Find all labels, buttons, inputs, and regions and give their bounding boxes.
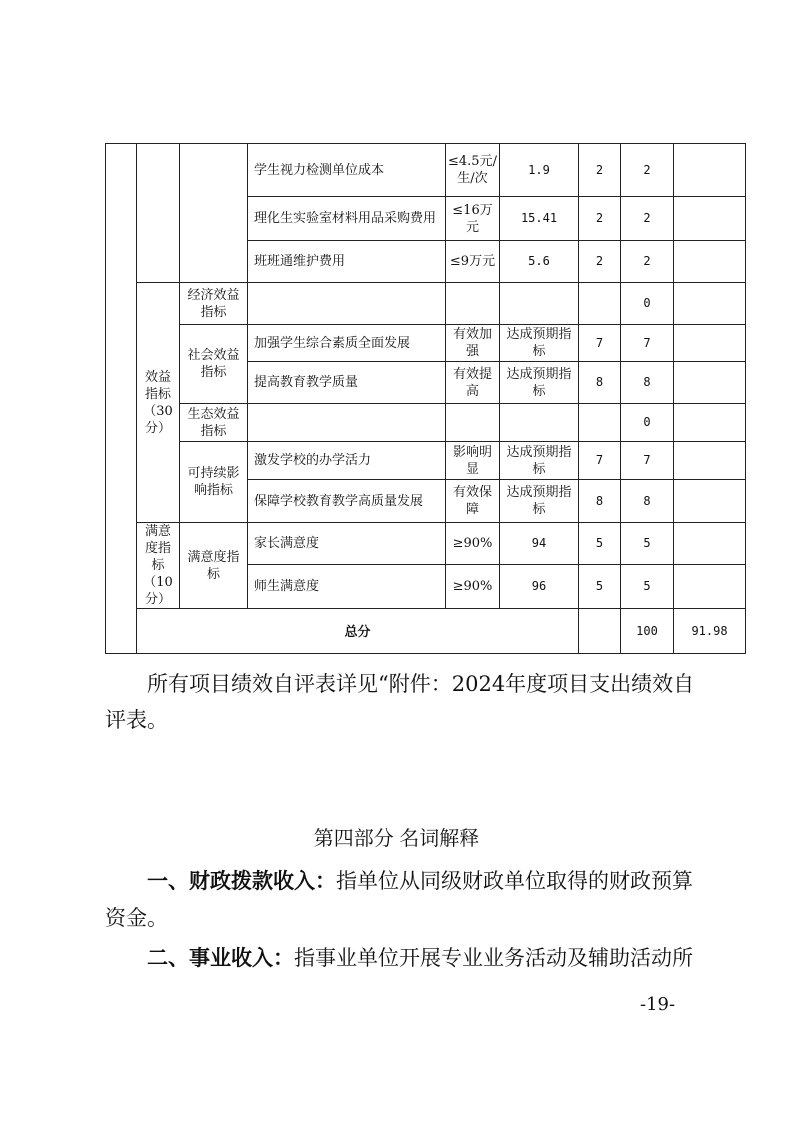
- table-row: 提高教育教学质量 有效提高 达成预期指标 8 8: [106, 362, 746, 404]
- page-number: -19-: [640, 994, 676, 1015]
- term-title: 一、财政拨款收入：: [147, 870, 336, 893]
- term-definition: 指单位从同级财政单位取得的财政预算资金。: [105, 869, 693, 930]
- performance-table: [105, 143, 746, 654]
- satisfaction-sub-label: 满意度指标: [180, 523, 248, 609]
- social-benefit-label: 社会效益指标: [180, 325, 248, 404]
- total-score: 100: [621, 609, 674, 654]
- table-row: 保障学校教育教学高质量发展 有效保障 达成预期指标 8 8: [106, 480, 746, 523]
- total-self-score: 91.98: [674, 609, 746, 654]
- total-row: [106, 609, 746, 654]
- term-title: 二、事业收入：: [147, 947, 294, 970]
- attachment-note: 所有项目绩效自评表详见“附件：2024年度项目支出绩效自评表。: [105, 672, 695, 732]
- satisfaction-group-label: 满意度指标（10分）: [137, 523, 180, 609]
- benefit-group-label: 效益指标（30分）: [137, 283, 180, 523]
- total-label: 总分: [137, 609, 579, 654]
- table-row: 效益指标（30分） 经济效益指标 0: [106, 283, 746, 325]
- table-row: 生态效益指标 0: [106, 404, 746, 442]
- table-row: 满意度指标（10分） 满意度指标 家长满意度 ≥90% 94 5 5: [106, 523, 746, 565]
- term-item: [105, 940, 705, 977]
- table-row: 社会效益指标 加强学生综合素质全面发展 有效加强 达成预期指标 7 7: [106, 325, 746, 362]
- table-row: 理化生实验室材料用品采购费用 ≤16万元 15.41 2 2: [106, 197, 746, 241]
- section-heading: 第四部分 名词解释: [313, 828, 480, 850]
- table-row: 师生满意度 ≥90% 96 5 5: [106, 565, 746, 609]
- term-definition: 指事业单位开展专业业务活动及辅助活动所: [294, 946, 693, 970]
- sustain-label: 可持续影响指标: [180, 442, 248, 523]
- table-row: 学生视力检测单位成本 ≤4.5元/生/次 1.9 2 2: [106, 144, 746, 197]
- table-row: 班班通维护费用 ≤9万元 5.6 2 2: [106, 241, 746, 283]
- table-row: 可持续影响指标 激发学校的办学活力 影响明显 达成预期指标 7 7: [106, 442, 746, 480]
- term-item: [105, 863, 705, 936]
